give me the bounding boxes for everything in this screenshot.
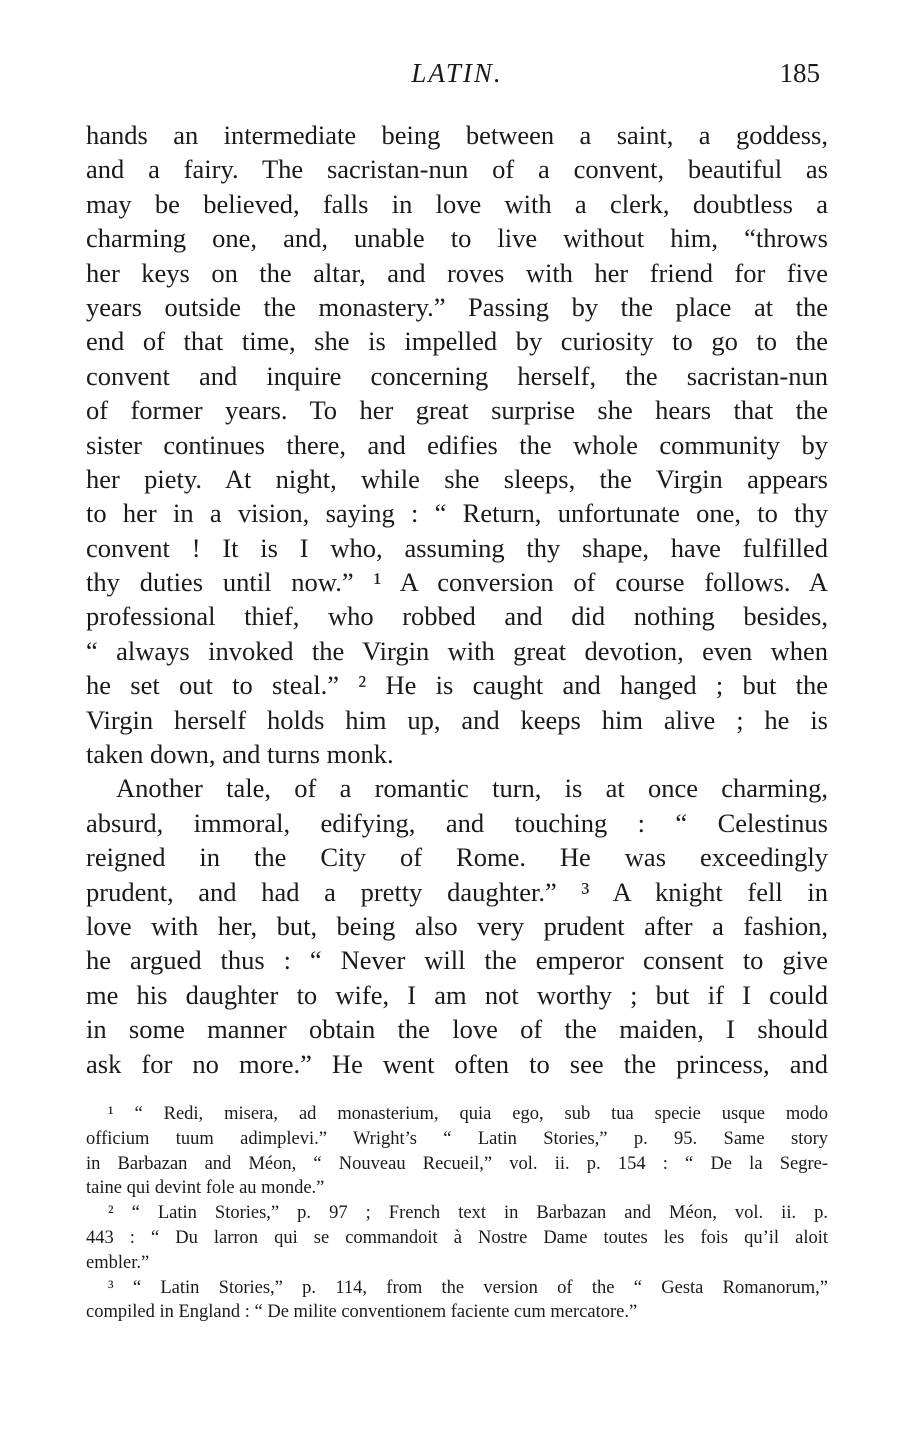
footnote-line: compiled in England : “ De milite conventionem faciente cum mercatore.” bbox=[86, 1302, 638, 1323]
body-line: convent ! It is I who, assuming thy shape, have fulfilled bbox=[86, 532, 828, 563]
body-line: me his daughter to wife, I am not worthy ; but if I could bbox=[86, 979, 828, 1010]
body-line: he set out to steal.” ² He is caught and hanged ; but the bbox=[86, 670, 828, 701]
body-line: thy duties until now.” ¹ A conversion of course follows. A bbox=[86, 567, 828, 598]
body-line: love with her, but, being also very prudent after a fashion, bbox=[86, 910, 828, 941]
body-line: taken down, and turns monk. bbox=[86, 739, 394, 770]
body-line: sister continues there, and edifies the whole community by bbox=[86, 429, 828, 460]
body-line: Another tale, of a romantic turn, is at once charming, bbox=[116, 773, 828, 804]
body-line: years outside the monastery.” Passing by the place at the bbox=[86, 291, 828, 322]
body-line: prudent, and had a pretty daughter.” ³ A knight fell in bbox=[86, 876, 828, 907]
footnote-line: in Barbazan and Méon, “ Nouveau Recueil,” vol. ii. p. 154 : “ De la Segre- bbox=[86, 1153, 828, 1174]
body-line: in some manner obtain the love of the maiden, I should bbox=[86, 1014, 828, 1045]
footnote-line: ¹ “ Redi, misera, ad monasterium, quia ego, sub tua specie usque modo bbox=[108, 1104, 828, 1124]
running-title: LATIN. bbox=[411, 58, 503, 88]
page-header bbox=[86, 58, 828, 98]
body-line: of former years. To her great surprise she hears that the bbox=[86, 395, 828, 426]
footnote-line: officium tuum adimplevi.” Wright’s “ Latin Stories,” p. 95. Same story bbox=[86, 1128, 828, 1149]
footnote-line: ³ “ Latin Stories,” p. 114, from the version of the “ Gesta Romanorum,” bbox=[108, 1277, 828, 1298]
body-line: and a fairy. The sacristan-nun of a convent, beautiful as bbox=[86, 154, 828, 185]
footnotes bbox=[86, 1102, 828, 1325]
book-page bbox=[86, 0, 828, 1431]
footnote-line: ² “ Latin Stories,” p. 97 ; French text in Barbazan and Méon, vol. ii. p. bbox=[108, 1203, 828, 1224]
body-line: absurd, immoral, edifying, and touching : “ Celestinus bbox=[86, 807, 828, 838]
footnote-line: embler.” bbox=[86, 1252, 150, 1273]
body-line: her piety. At night, while she sleeps, the Virgin appears bbox=[86, 463, 828, 494]
body-line: Virgin herself holds him up, and keeps him alive ; he is bbox=[86, 704, 828, 735]
body-text bbox=[86, 118, 828, 1081]
footnote-line: taine qui devint fole au monde.” bbox=[86, 1178, 325, 1199]
body-line: convent and inquire concerning herself, the sacristan-nun bbox=[86, 360, 828, 391]
body-line: hands an intermediate being between a saint, a goddess, bbox=[86, 120, 828, 150]
body-line: may be believed, falls in love with a clerk, doubtless a bbox=[86, 188, 828, 219]
body-line: professional thief, who robbed and did nothing besides, bbox=[86, 601, 828, 632]
body-line: end of that time, she is impelled by curiosity to go to the bbox=[86, 326, 828, 357]
body-line: “ always invoked the Virgin with great devotion, even when bbox=[86, 635, 828, 666]
page-number: 185 bbox=[779, 58, 820, 88]
footnote-line: 443 : “ Du larron qui se commandoit à Nostre Dame toutes les fois qu’il aloit bbox=[86, 1227, 828, 1248]
body-line: ask for no more.” He went often to see the princess, and bbox=[86, 1048, 828, 1079]
body-line: to her in a vision, saying : “ Return, unfortunate one, to thy bbox=[86, 498, 828, 529]
body-line: her keys on the altar, and roves with her friend for five bbox=[86, 257, 828, 288]
body-line: he argued thus : “ Never will the emperor consent to give bbox=[86, 945, 828, 976]
body-line: charming one, and, unable to live without him, “throws bbox=[86, 223, 828, 254]
body-line: reigned in the City of Rome. He was exceedingly bbox=[86, 842, 828, 873]
